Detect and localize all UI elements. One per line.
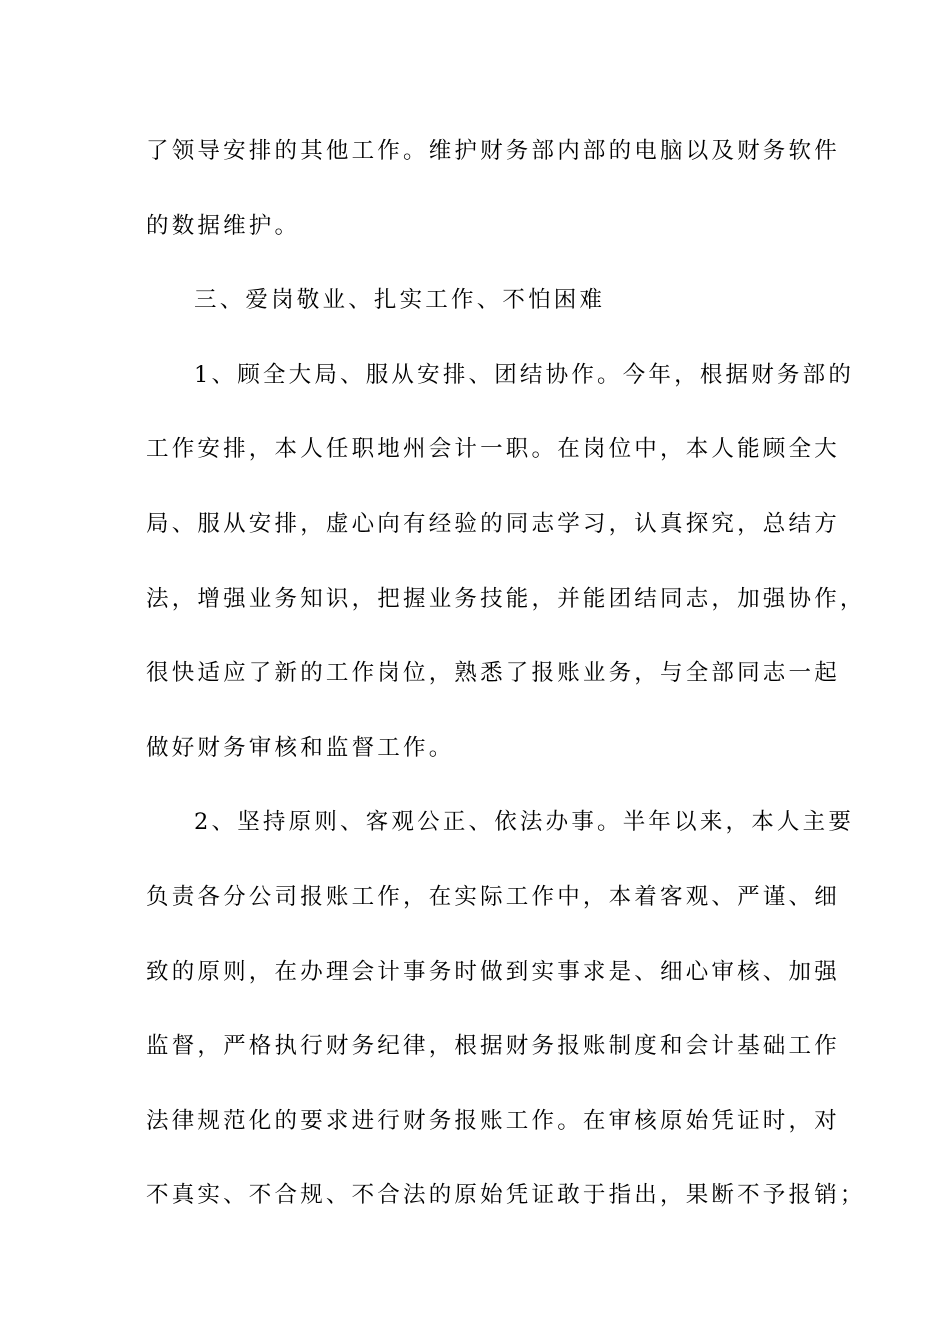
text-line: 很快适应了新的工作岗位，熟悉了报账业务，与全部同志一起 — [146, 660, 840, 687]
text-line: 致的原则，在办理会计事务时做到实事求是、细心审核、加强 — [146, 958, 840, 985]
text-line: 负责各分公司报账工作，在实际工作中，本着客观、严谨、细 — [146, 883, 840, 910]
paragraph-start: 1、顾全大局、服从安排、团结协作。今年，根据财务部的 — [194, 361, 855, 388]
text-line: 监督，严格执行财务纪律，根据财务报账制度和会计基础工作 — [146, 1033, 840, 1060]
section-heading: 三、爱岗敬业、扎实工作、不怕困难 — [194, 287, 606, 314]
paragraph-start: 2、坚持原则、客观公正、依法办事。半年以来，本人主要 — [194, 809, 855, 836]
text-line: 做好财务审核和监督工作。 — [146, 734, 455, 761]
document-body — [146, 128, 866, 1247]
text-line: 了领导安排的其他工作。维护财务部内部的电脑以及财务软件 — [146, 138, 840, 164]
text-line: 局、服从安排，虚心向有经验的同志学习，认真探究，总结方 — [146, 510, 840, 537]
text-line: 不真实、不合规、不合法的原始凭证敢于指出，果断不予报销； — [146, 1182, 866, 1209]
text-line: 工作安排，本人任职地州会计一职。在岗位中，本人能顾全大 — [146, 436, 840, 463]
text-line: 的数据维护。 — [146, 212, 301, 239]
text-line: 法，增强业务知识，把握业务技能，并能团结同志，加强协作， — [146, 585, 866, 612]
text-line: 法律规范化的要求进行财务报账工作。在审核原始凭证时，对 — [146, 1107, 840, 1134]
